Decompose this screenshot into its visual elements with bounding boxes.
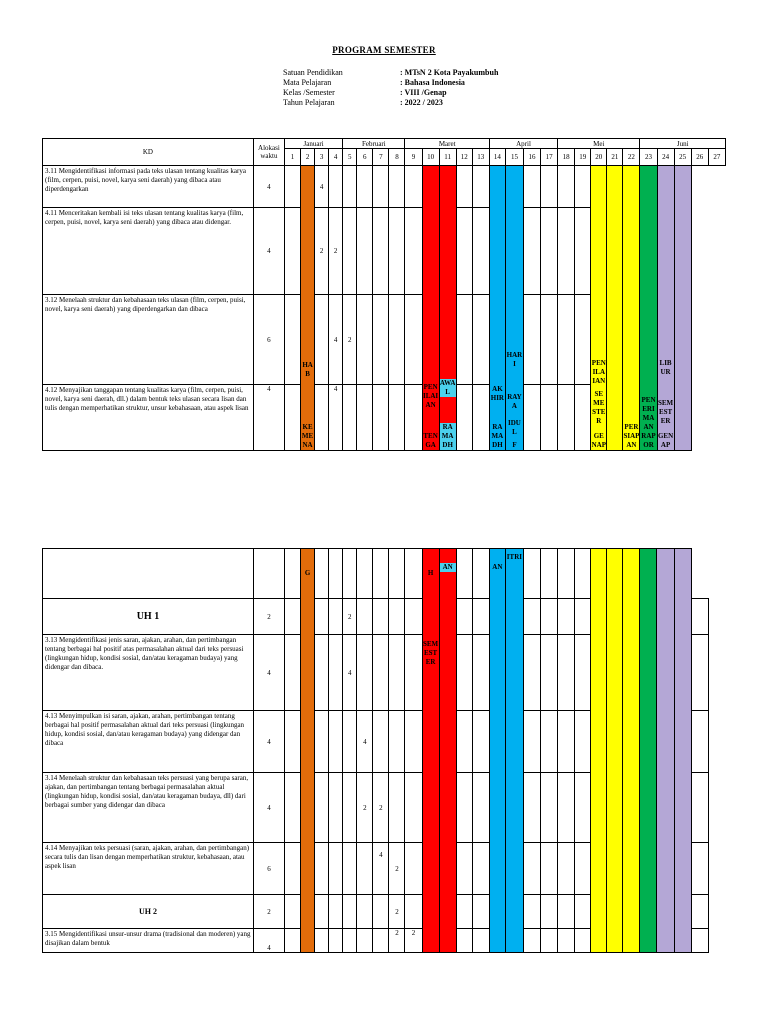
- libur-column: [657, 166, 674, 451]
- meta-block: [283, 68, 498, 108]
- awal-label: AWAL: [439, 379, 456, 396]
- week-cell: 2: [389, 929, 405, 953]
- idul-label: IDUL: [508, 419, 521, 436]
- kemenag-continued-column: [301, 549, 315, 953]
- week-header-17: 17: [541, 149, 558, 166]
- semester-label: SEMESTER: [592, 390, 606, 425]
- meta-label: Kelas /Semester: [283, 88, 335, 97]
- alokasi-cell: 4: [253, 929, 284, 953]
- meta-label: Satuan Pendidikan: [283, 68, 343, 77]
- month-maret: Maret: [405, 139, 489, 149]
- week-cell: 2: [343, 295, 357, 385]
- week-header-27: 27: [708, 149, 725, 166]
- kd-cell: 4.13 Menyimpulkan isi saran, ajakan, arahan, pertimbangan tentang berbagai hal positif permasalahan aktual dari teks persuasi (lingkungan hidup, kondisi sosial, dan/atau keragaman budaya) yang didengar dan dibaca: [43, 711, 254, 773]
- awal-ramadhan-column: [439, 166, 456, 451]
- idul-fitri-continued: [505, 549, 523, 953]
- week-cell: 2: [405, 929, 422, 953]
- hab-label: HAB: [302, 361, 313, 378]
- kd-cell: 4.12 Menyajikan tanggapan tentang kualitas karya (film, cerpen, puisi, novel, karya seni daerah, dll.) dalam bentuk teks ulasan secara lisan dan tulis dengan memperhatikan struktur, unsur kebahasaan, atau aspek lisan: [43, 385, 254, 451]
- kd-cell: 3.13 Mengidentifikasi jenis saran, ajakan, arahan, dan pertimbangan tentang berbagai hal positif atas permasalahan aktual dari teks persuasi (lingkungan hidup, kondisi sosial, dan/atau keragaman budaya) yang didengar dan dibaca.: [43, 635, 254, 711]
- kd-cell: 3.11 Mengidentifikasi informasi pada teks ulasan tentang kualitas karya (film, cerpen, puisi, novel, karya seni daerah) yang dibaca atau diperdengarkan: [43, 166, 254, 208]
- penilaian-label: PENILAIAN: [591, 359, 606, 385]
- hari-label: HARI: [506, 351, 523, 368]
- week-header-16: 16: [523, 149, 540, 166]
- week-header-1: 1: [284, 149, 300, 166]
- week-header-25: 25: [674, 149, 691, 166]
- meta-label: Mata Pelajaran: [283, 78, 332, 87]
- week-header-20: 20: [591, 149, 607, 166]
- week-header-19: 19: [575, 149, 591, 166]
- week-cell: 4: [357, 711, 373, 773]
- week-cell: 4: [343, 635, 357, 711]
- week-header-23: 23: [640, 149, 657, 166]
- alokasi-cell: 2: [253, 895, 284, 929]
- awal-ramadhan-continued: [439, 549, 456, 953]
- alokasi-cell: 4: [253, 166, 284, 208]
- ramadh-label: RAMADH: [491, 423, 504, 449]
- libur-genap-label: GENAP: [657, 432, 674, 449]
- libur-semester-label: SEMESTER: [657, 399, 674, 425]
- persiapan-column: [623, 166, 640, 451]
- meta-row: [283, 78, 498, 88]
- week-header-6: 6: [357, 149, 373, 166]
- alokasi-cell: 6: [253, 295, 284, 385]
- tengah-h-label: H: [427, 569, 434, 577]
- kemenag-g-label: G: [304, 569, 311, 577]
- meta-value: : Bahasa Indonesia: [400, 78, 465, 87]
- ramadhan-label: RAMADH: [440, 423, 456, 450]
- week-header-5: 5: [343, 149, 357, 166]
- page-title: PROGRAM SEMESTER: [332, 45, 436, 55]
- week-cell: 4: [373, 843, 389, 895]
- meta-row: [283, 68, 498, 78]
- meta-value: : VIII /Genap: [400, 88, 447, 97]
- week-header-12: 12: [456, 149, 472, 166]
- week-cell: 2: [329, 208, 343, 295]
- kd-cell: 4.14 Menyajikan teks persuasi (saran, ajakan, arahan, dan pertimbangan) secara tulis dan lisan dengan memperhatikan struktur, kebahasaan, atau aspek lisan: [43, 843, 254, 895]
- week-header-21: 21: [607, 149, 623, 166]
- week-cell: 2: [343, 599, 357, 635]
- program-table-1: [42, 138, 726, 451]
- alokasi-cell: 4: [253, 385, 284, 451]
- month-februari: Februari: [343, 139, 405, 149]
- month-april: April: [489, 139, 557, 149]
- week-header-3: 3: [315, 149, 329, 166]
- kd-cell: 3.12 Menelaah struktur dan kebahasaan teks ulasan (film, cerpen, puisi, novel, karya seni daerah) yang diperdengarkan dan dibaca: [43, 295, 254, 385]
- kd-cell: 3.14 Menelaah struktur dan kebahasaan teks persuasi yang berupa saran, ajakan, dan pertimbangan tentang berbagai permasalahan aktual (lingkungan hidup, kondisi sosial, dan/atau keragaman budaya, dll) dari berbagai sumber yang didengar dan dibaca: [43, 773, 254, 843]
- alokasi-cell: 2: [253, 599, 284, 635]
- meta-value: : 2022 / 2023: [400, 98, 443, 107]
- alokasi-cell: 4: [253, 208, 284, 295]
- penerimaan-label: PENERIMAAN: [641, 396, 656, 431]
- persiapan-label: PERSIAPAN: [623, 423, 640, 449]
- rapor-label: RAPOR: [641, 432, 656, 449]
- penilaian-tengah-continued: [422, 549, 439, 953]
- week-header-8: 8: [389, 149, 405, 166]
- meta-row: [283, 98, 498, 108]
- meta-value: : MTsN 2 Kota Payakumbuh: [400, 68, 499, 77]
- week-header-22: 22: [623, 149, 640, 166]
- akhir-label: AKHIR: [490, 385, 504, 402]
- genap-label: GENAP: [591, 432, 606, 449]
- week-header-18: 18: [558, 149, 575, 166]
- ramadhan-an-label: AN: [440, 563, 456, 572]
- alokasi-header: Alokasi waktu: [253, 139, 284, 166]
- alokasi-cell: 4: [253, 711, 284, 773]
- kemenag-label: KEMENA: [301, 423, 314, 449]
- penilaian-label: PENILAIAN: [422, 383, 439, 409]
- libur-label: LIBUR: [659, 359, 672, 376]
- week-header-13: 13: [472, 149, 489, 166]
- week-header-9: 9: [405, 149, 422, 166]
- week-cell: 4: [329, 385, 343, 451]
- month-januari: Januari: [284, 139, 342, 149]
- uh2-label: UH 2: [43, 895, 254, 929]
- meta-label: Tahun Pelajaran: [283, 98, 335, 107]
- itri-label: ITRI: [506, 553, 522, 561]
- tengah-label: TENGA: [423, 432, 438, 449]
- penerimaan-rapor-column: [640, 166, 657, 451]
- week-header-4: 4: [329, 149, 343, 166]
- week-cell: 2: [373, 773, 389, 843]
- month-mei: Mei: [558, 139, 640, 149]
- week-header-14: 14: [489, 149, 505, 166]
- week-header-26: 26: [691, 149, 708, 166]
- kd-cell: 3.15 Mengidentifikasi unsur-unsur drama (tradisional dan moderen) yang disajikan dalam bentuk: [43, 929, 254, 953]
- week-cell: 2: [357, 773, 373, 843]
- alokasi-cell: 6: [253, 843, 284, 895]
- alokasi-cell: 4: [253, 635, 284, 711]
- uh1-label: UH 1: [43, 599, 254, 635]
- akhir-ramadhan-continued: [489, 549, 505, 953]
- hari-raya-column: [505, 166, 523, 451]
- week-header-10: 10: [422, 149, 439, 166]
- week-header-15: 15: [505, 149, 523, 166]
- kd-cell: 4.11 Menceritakan kembali isi teks ulasan tentang kualitas karya (film, cerpen, puisi, novel, karya seni daerah) yang dibaca atau didengar.: [43, 208, 254, 295]
- week-header-2: 2: [301, 149, 315, 166]
- kd-header: KD: [43, 139, 254, 166]
- week-header-7: 7: [373, 149, 389, 166]
- week-cell: 4: [315, 166, 329, 208]
- penilaian-akhir-column: [591, 166, 607, 451]
- alokasi-cell: 4: [253, 773, 284, 843]
- program-table-2: [42, 548, 726, 953]
- semester-red-label: SEMESTER: [422, 640, 439, 666]
- penilaian-tengah-column: [422, 166, 439, 451]
- week-cell: 2: [389, 843, 405, 895]
- month-juni: Juni: [640, 139, 726, 149]
- meta-row: [283, 88, 498, 98]
- akhir-ramadhan-column: [489, 166, 505, 451]
- ramadh-an-label: AN: [492, 563, 503, 571]
- week-cell: 4: [329, 295, 343, 385]
- raya-label: RAYA: [507, 393, 522, 410]
- week-cell: 2: [389, 895, 405, 929]
- hab-kemenag-column: [301, 166, 315, 451]
- week-header-24: 24: [657, 149, 674, 166]
- fitri-label: F: [512, 441, 517, 449]
- week-cell: 2: [315, 208, 329, 295]
- week-header-11: 11: [439, 149, 456, 166]
